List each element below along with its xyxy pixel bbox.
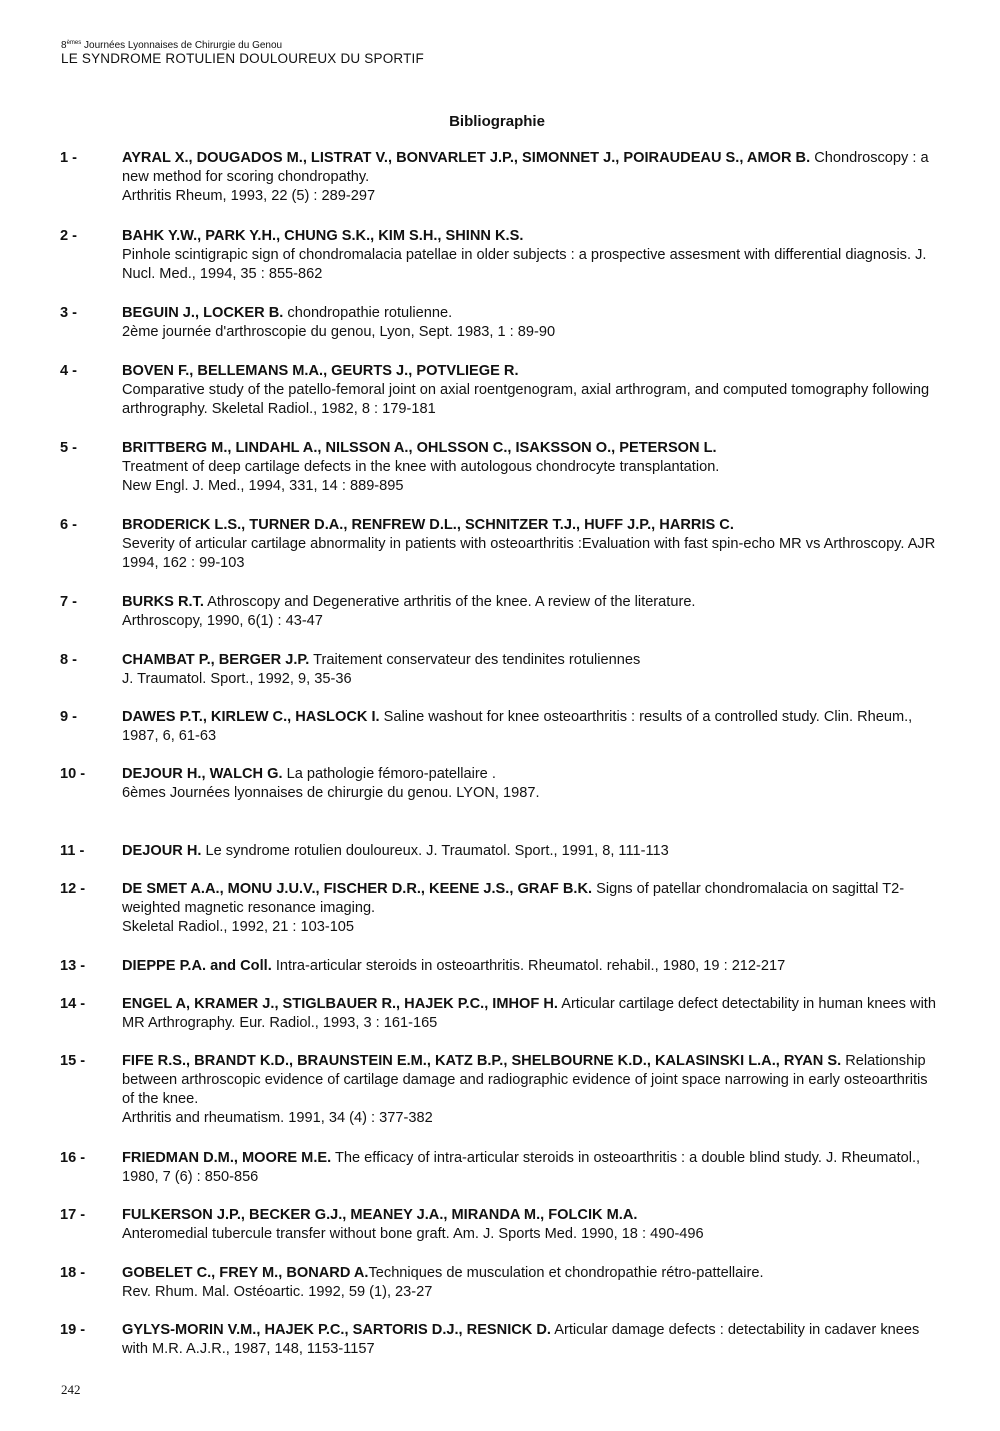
reference-authors: AYRAL X., DOUGADOS M., LISTRAT V., BONVARLET J.P., SIMONNET J., POIRAUDEAU S., AMOR B. — [122, 150, 811, 166]
section-title-text: Bibliographie — [449, 113, 545, 130]
reference-body — [122, 995, 942, 1033]
reference-text: Le syndrome rotulien douloureux. J. Traumatol. Sport., 1991, 8, 111-113 — [201, 843, 669, 859]
reference-authors: DE SMET A.A., MONU J.U.V., FISCHER D.R., KEENE J.S., GRAF B.K. — [122, 881, 593, 897]
reference-text: Saline washout for knee osteoarthritis : results of a controlled study. Clin. Rheum., 1987, 6, 61-63 — [122, 709, 913, 744]
reference-number: 13 - — [60, 958, 86, 974]
reference-citation: 2ème journée d'arthroscopie du genou, Lyon, Sept. 1983, 1 : 89-90 — [122, 324, 556, 340]
reference-text: Treatment of deep cartilage defects in the knee with autologous chondrocyte transplantation. — [122, 459, 720, 475]
reference-citation: New Engl. J. Med., 1994, 331, 14 : 889-895 — [122, 478, 404, 494]
reference-number: 15 - — [60, 1053, 86, 1069]
reference-text: Pinhole scintigrapic sign of chondromalacia patellae in older subjects : a prospective assesment with differential diagnosis. J. Nucl. Med., 1994, 35 : 855-862 — [122, 247, 927, 282]
reference-body — [122, 1149, 942, 1187]
running-title: LE SYNDROME ROTULIEN DOULOUREUX DU SPORTIF — [61, 51, 424, 66]
reference-number: 17 - — [60, 1207, 86, 1223]
reference-number: 18 - — [60, 1265, 86, 1281]
reference-authors: BAHK Y.W., PARK Y.H., CHUNG S.K., KIM S.H., SHINN K.S. — [122, 228, 524, 244]
reference-authors: GYLYS-MORIN V.M., HAJEK P.C., SARTORIS D.J., RESNICK D. — [122, 1322, 551, 1338]
reference-text: Relationship between arthroscopic evidence of cartilage damage and radiographic evidence of joint space narrowing in early osteoarthritis of the knee. — [122, 1053, 928, 1107]
reference-body — [122, 765, 942, 803]
reference-body — [122, 1321, 942, 1359]
reference-body — [122, 439, 942, 496]
reference-body — [122, 1052, 942, 1128]
reference-authors: BOVEN F., BELLEMANS M.A., GEURTS J., POTVLIEGE R. — [122, 363, 519, 379]
reference-body — [122, 880, 942, 937]
conference-header — [61, 37, 282, 52]
reference-text: La pathologie fémoro-patellaire . — [282, 766, 496, 782]
reference-authors: DEJOUR H. — [122, 843, 202, 859]
reference-number: 9 - — [60, 709, 78, 725]
reference-citation: Arthritis Rheum, 1993, 22 (5) : 289-297 — [122, 188, 376, 204]
reference-body — [122, 362, 942, 419]
reference-body — [122, 149, 942, 206]
reference-body — [122, 593, 942, 631]
reference-citation: J. Traumatol. Sport., 1992, 9, 35-36 — [122, 671, 352, 687]
reference-text: Athroscopy and Degenerative arthritis of the knee. A review of the literature. — [203, 594, 696, 610]
reference-authors: GOBELET C., FREY M., BONARD A. — [122, 1265, 369, 1281]
reference-number: 1 - — [60, 150, 78, 166]
reference-authors: BURKS R.T. — [122, 594, 204, 610]
reference-body — [122, 304, 942, 342]
reference-text: chondropathie rotulienne. — [283, 305, 453, 321]
reference-authors: DIEPPE P.A. and Coll. — [122, 958, 272, 974]
reference-text: Intra-articular steroids in osteoarthritis. Rheumatol. rehabil., 1980, 19 : 212-217 — [271, 958, 786, 974]
reference-citation: Skeletal Radiol., 1992, 21 : 103-105 — [122, 919, 355, 935]
reference-text: Anteromedial tubercule transfer without bone graft. Am. J. Sports Med. 1990, 18 : 490-496 — [122, 1226, 704, 1242]
reference-number: 16 - — [60, 1150, 86, 1166]
reference-text: Comparative study of the patello-femoral joint on axial roentgenogram, axial arthrogram, and computed tomography following arthrography. Skeletal Radiol., 1982, 8 : 179-181 — [122, 382, 930, 417]
page-number: 242 — [61, 1382, 81, 1397]
reference-number: 12 - — [60, 881, 86, 897]
reference-text: The efficacy of intra-articular steroids in osteoarthritis : a double blind study. J. Rheumatol., 1980, 7 (6) : 850-856 — [122, 1150, 921, 1185]
section-title — [0, 113, 1000, 130]
reference-body — [122, 516, 942, 573]
reference-text: Techniques de musculation et chondropathie rétro-pattellaire. — [368, 1265, 764, 1281]
reference-authors: FRIEDMAN D.M., MOORE M.E. — [122, 1150, 332, 1166]
reference-text: Articular damage defects : detectability in cadaver knees with M.R. A.J.R., 1987, 148, 1153-1157 — [122, 1322, 920, 1357]
reference-citation: Arthritis and rheumatism. 1991, 34 (4) : 377-382 — [122, 1110, 433, 1126]
reference-authors: ENGEL A, KRAMER J., STIGLBAUER R., HAJEK P.C., IMHOF H. — [122, 996, 558, 1012]
reference-body — [122, 708, 942, 746]
reference-text: Traitement conservateur des tendinites rotuliennes — [309, 652, 641, 668]
reference-number: 11 - — [60, 843, 85, 859]
reference-citation: Rev. Rhum. Mal. Ostéoartic. 1992, 59 (1), 23-27 — [122, 1284, 433, 1300]
reference-authors: BRODERICK L.S., TURNER D.A., RENFREW D.L., SCHNITZER T.J., HUFF J.P., HARRIS C. — [122, 517, 734, 533]
reference-authors: DEJOUR H., WALCH G. — [122, 766, 283, 782]
reference-authors: FULKERSON J.P., BECKER G.J., MEANEY J.A., MIRANDA M., FOLCIK M.A. — [122, 1207, 638, 1223]
reference-text: Severity of articular cartilage abnormality in patients with osteoarthritis :Evaluation with fast spin-echo MR vs Arthroscopy. AJR 1994, 162 : 99-103 — [122, 536, 936, 571]
reference-number: 5 - — [60, 440, 78, 456]
reference-body — [122, 651, 942, 689]
reference-number: 19 - — [60, 1322, 86, 1338]
reference-number: 6 - — [60, 517, 78, 533]
reference-authors: FIFE R.S., BRANDT K.D., BRAUNSTEIN E.M., KATZ B.P., SHELBOURNE K.D., KALASINSKI L.A., RYAN S. — [122, 1053, 842, 1069]
reference-body — [122, 1264, 942, 1302]
reference-authors: CHAMBAT P., BERGER J.P. — [122, 652, 310, 668]
reference-number: 3 - — [60, 305, 78, 321]
reference-authors: BEGUIN J., LOCKER B. — [122, 305, 284, 321]
reference-number: 7 - — [60, 594, 78, 610]
reference-number: 4 - — [60, 363, 78, 379]
reference-authors: BRITTBERG M., LINDAHL A., NILSSON A., OHLSSON C., ISAKSSON O., PETERSON L. — [122, 440, 717, 456]
reference-body — [122, 957, 942, 976]
reference-citation: 6èmes Journées lyonnaises de chirurgie du genou. LYON, 1987. — [122, 785, 540, 801]
reference-body — [122, 842, 942, 861]
reference-body — [122, 1206, 942, 1244]
conference-ordinal-suffix: èmes — [66, 40, 82, 46]
reference-citation: Arthroscopy, 1990, 6(1) : 43-47 — [122, 613, 323, 629]
reference-number: 14 - — [60, 996, 86, 1012]
reference-number: 2 - — [60, 228, 78, 244]
conference-name: Journées Lyonnaises de Chirurgie du Genou — [81, 40, 283, 51]
reference-authors: DAWES P.T., KIRLEW C., HASLOCK I. — [122, 709, 380, 725]
reference-number: 10 - — [60, 766, 86, 782]
reference-text: Signs of patellar chondromalacia on sagittal T2- weighted magnetic resonance imaging. — [122, 881, 905, 916]
reference-text: Chondroscopy : a new method for scoring chondropathy. — [122, 150, 929, 185]
reference-text: Articular cartilage defect detectability in human knees with MR Arthrography. Eur. Radiol., 1993, 3 : 161-165 — [122, 996, 936, 1031]
conference-ordinal: 8 — [61, 40, 67, 51]
reference-body — [122, 227, 942, 284]
reference-number: 8 - — [60, 652, 78, 668]
